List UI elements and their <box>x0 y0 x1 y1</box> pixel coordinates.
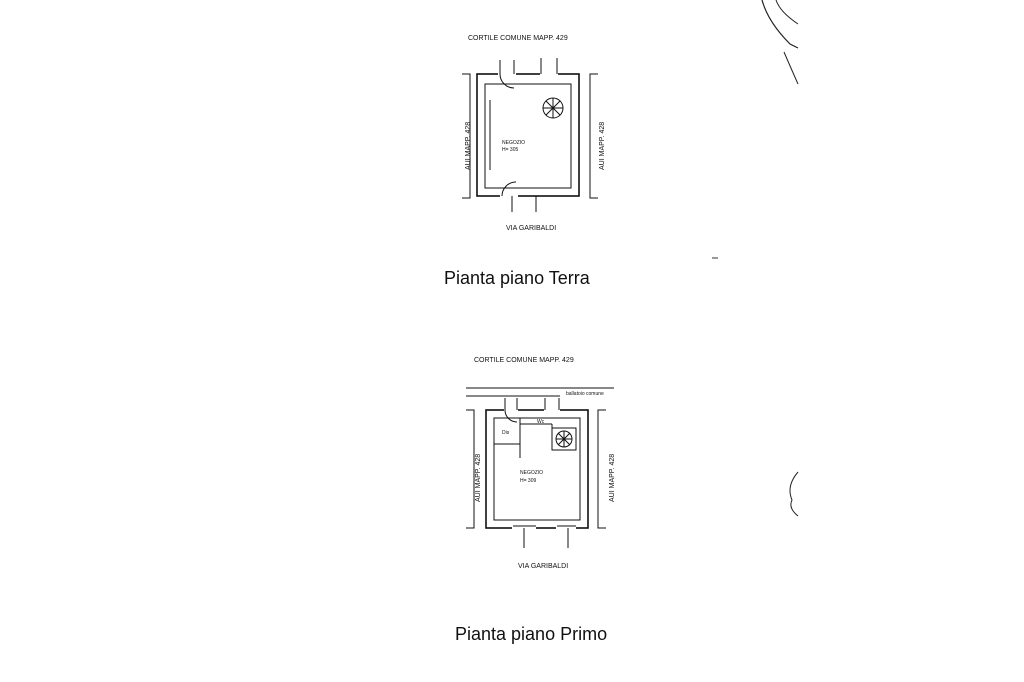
first-corner-label: ballatoio comune <box>566 391 604 397</box>
ground-right-neighbour-line <box>590 74 598 198</box>
ground-floor-plan <box>462 35 606 232</box>
ground-room-name: NEGOZIO <box>502 140 526 146</box>
first-front-window-2-gap <box>556 522 576 532</box>
first-left-neighbour-line <box>466 410 474 528</box>
first-floor-caption: Pianta piano Primo <box>455 624 608 644</box>
ground-outer-wall <box>477 74 579 196</box>
ground-top-label: CORTILE COMUNE MAPP. 429 <box>468 35 568 42</box>
first-rear-window-gap <box>544 406 560 416</box>
first-spiral-stair-steps <box>556 431 572 447</box>
edge-curve-artifact <box>790 472 798 516</box>
ground-street-label: VIA GARIBALDI <box>506 225 557 232</box>
first-room-wc: Wc <box>537 419 545 425</box>
ground-rear-window-gap <box>540 70 558 80</box>
first-top-label: CORTILE COMUNE MAPP. 429 <box>474 357 574 364</box>
first-room-area: H= 309 <box>520 478 537 484</box>
first-right-label: AUI MAPP. 428 <box>609 453 616 502</box>
ground-room-area: H= 305 <box>502 147 519 153</box>
first-room-name: NEGOZIO <box>520 470 544 476</box>
first-left-label: AUI MAPP. 428 <box>475 453 482 502</box>
first-room-dis: Dis <box>502 430 510 436</box>
ground-spiral-stair-steps <box>543 98 563 118</box>
ground-left-label: AUI MAPP. 428 <box>465 121 472 170</box>
first-street-label: VIA GARIBALDI <box>518 563 569 570</box>
ground-floor-caption: Pianta piano Terra <box>444 268 590 288</box>
stamp-fragment <box>762 0 798 84</box>
first-right-neighbour-line <box>598 410 606 528</box>
first-floor-plan <box>466 357 616 570</box>
ground-right-label: AUI MAPP. 428 <box>599 121 606 170</box>
